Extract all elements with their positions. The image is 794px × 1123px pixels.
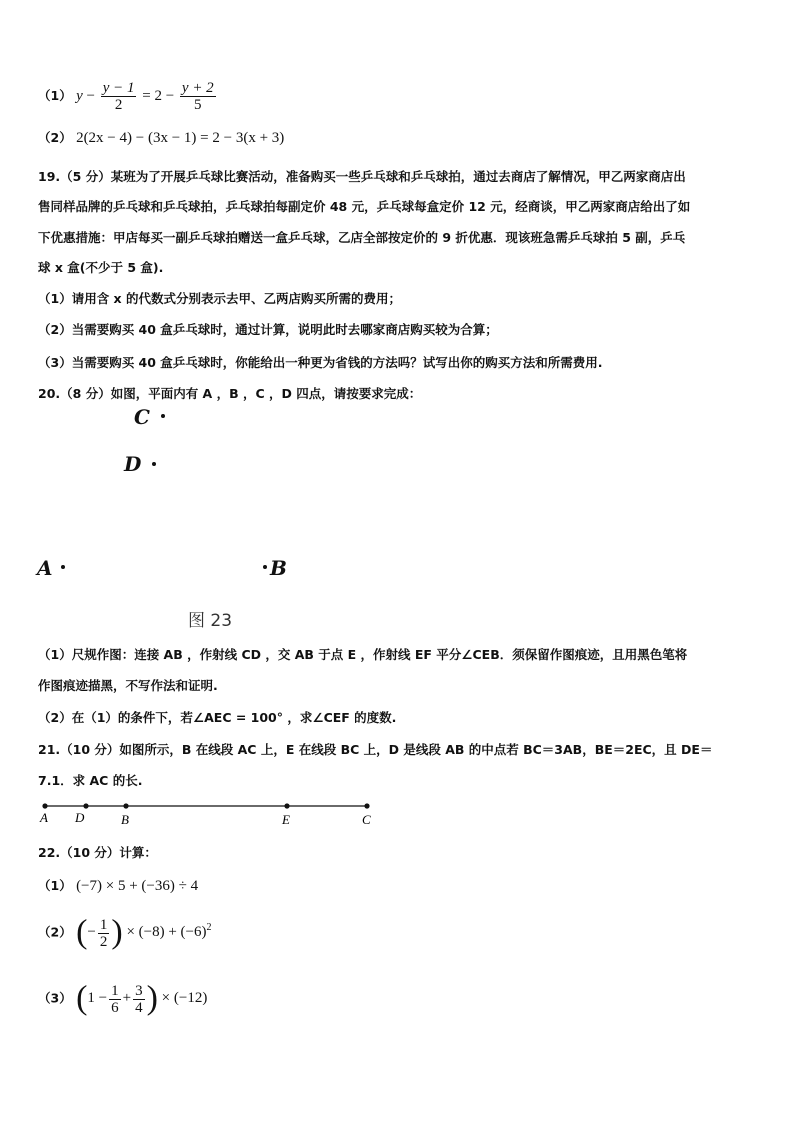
q19-sub-2: （2）当需要购买 40 盒乒乓球时，通过计算，说明此时去哪家商店购买较为合算； bbox=[38, 322, 498, 337]
fraction-1 bbox=[101, 80, 137, 113]
dot-d bbox=[83, 803, 88, 808]
point-c-dot bbox=[161, 414, 165, 418]
dot-c bbox=[364, 803, 369, 808]
q20-sub-1-line-2: 作图痕迹描黑，不写作法和证明. bbox=[38, 678, 218, 693]
denominator: 2 bbox=[114, 97, 123, 113]
q19-line-2: 售同样品牌的乒乓球和乒乓球拍，乒乓球拍每副定价 48 元，乒乓球每盒定价 12 元，经商谈，甲乙两家商店给出了如 bbox=[38, 199, 691, 214]
part-label: （2） bbox=[38, 130, 72, 145]
point-b-label: B bbox=[270, 556, 287, 580]
fraction bbox=[98, 917, 110, 950]
label-b: B bbox=[121, 812, 129, 827]
q18-part2 bbox=[38, 128, 284, 147]
denominator: 5 bbox=[194, 97, 202, 113]
close-paren: ) bbox=[146, 980, 158, 1017]
denominator: 2 bbox=[99, 933, 108, 950]
dot-e bbox=[284, 803, 289, 808]
part-label: （2） bbox=[38, 924, 72, 940]
minus-sign: − bbox=[86, 87, 95, 104]
denominator: 4 bbox=[135, 999, 143, 1016]
equals-part: = 2 − bbox=[142, 87, 175, 104]
q20-sub-1-line-1: （1）尺规作图：连接 AB ，作射线 CD ，交 AB 于点 E ，作射线 EF 平分∠CEB．须保留作图痕迹，且用黑色笔将 bbox=[38, 647, 688, 662]
equation: 2(2x − 4) − (3x − 1) = 2 − 3(x + 3) bbox=[76, 130, 285, 146]
point-d-dot bbox=[152, 462, 156, 466]
expression: (−7) × 5 + (−36) ÷ 4 bbox=[76, 878, 199, 894]
expression-rest: × (−8) + (−6) bbox=[126, 924, 207, 941]
q19-line-4: 球 x 盒(不少于 5 盒). bbox=[38, 260, 164, 275]
label-a: A bbox=[40, 810, 48, 825]
q19-line-3: 下优惠措施：甲店每买一副乒乓球拍赠送一盒乒乓球，乙店全部按定价的 9 折优惠．现该班急需乒乓球拍 5 副，乒乓 bbox=[38, 230, 686, 245]
point-b-dot bbox=[263, 565, 267, 569]
open-paren: ( bbox=[76, 980, 88, 1017]
numerator: y − 1 bbox=[102, 80, 135, 96]
minus-sign: − bbox=[87, 924, 96, 941]
q22-part2 bbox=[38, 916, 212, 950]
q21-segment-figure bbox=[38, 798, 378, 830]
label-e: E bbox=[282, 812, 290, 827]
part-label: （1） bbox=[38, 878, 72, 893]
q19-line-1: 19.（5 分）某班为了开展乒乓球比赛活动，准备购买一些乒乓球和乒乓球拍，通过去商店了解情况，甲乙两家商店出 bbox=[38, 169, 686, 184]
numerator: 1 bbox=[99, 916, 108, 933]
exponent: 2 bbox=[206, 922, 212, 934]
expression-rest: × (−12) bbox=[161, 990, 208, 1007]
q22-part3 bbox=[38, 982, 207, 1016]
q19-sub-1: （1）请用含 x 的代数式分别表示去甲、乙两店购买所需的费用； bbox=[38, 291, 401, 306]
numerator: y + 2 bbox=[181, 80, 214, 96]
open-paren: ( bbox=[76, 914, 88, 951]
q21-line-2: 7.1．求 AC 的长. bbox=[38, 773, 143, 788]
var-y: y bbox=[76, 87, 83, 104]
point-a-dot bbox=[61, 565, 65, 569]
dot-a bbox=[42, 803, 47, 808]
q19-sub-3: （3）当需要购买 40 盒乒乓球时，你能给出一种更为省钱的方法吗？试写出你的购买方法和所需费用. bbox=[38, 355, 603, 370]
close-paren: ) bbox=[111, 914, 123, 951]
fraction-2 bbox=[133, 983, 145, 1016]
dot-b bbox=[123, 803, 128, 808]
one-minus: 1 − bbox=[87, 990, 108, 1007]
numerator: 3 bbox=[135, 982, 143, 999]
plus-sign: + bbox=[122, 990, 132, 1007]
fraction-1 bbox=[109, 983, 121, 1016]
point-d-label: D bbox=[124, 452, 142, 476]
q21-line-1: 21.（10 分）如图所示，B 在线段 AC 上，E 在线段 BC 上，D 是线段 AB 的中点若 BC＝3AB，BE＝2EC，且 DE＝ bbox=[38, 742, 713, 757]
denominator: 6 bbox=[111, 999, 119, 1016]
label-c: C bbox=[362, 812, 371, 827]
fraction-2 bbox=[180, 80, 216, 113]
point-c-label: C bbox=[134, 405, 150, 429]
figure-caption: 图 23 bbox=[188, 611, 233, 631]
point-a-label: A bbox=[37, 556, 53, 580]
numerator: 1 bbox=[111, 982, 119, 999]
q18-part1 bbox=[38, 80, 218, 113]
q22-part1 bbox=[38, 876, 198, 895]
part-label: （3） bbox=[38, 990, 72, 1006]
part-label: （1） bbox=[38, 87, 72, 103]
label-d: D bbox=[75, 810, 85, 825]
q20-header: 20.（8 分）如图，平面内有 A ，B ，C ，D 四点，请按要求完成： bbox=[38, 386, 422, 401]
q22-header: 22.（10 分）计算： bbox=[38, 845, 157, 860]
q20-sub-2: （2）在（1）的条件下，若∠AEC = 100° ，求∠CEF 的度数. bbox=[38, 710, 397, 725]
